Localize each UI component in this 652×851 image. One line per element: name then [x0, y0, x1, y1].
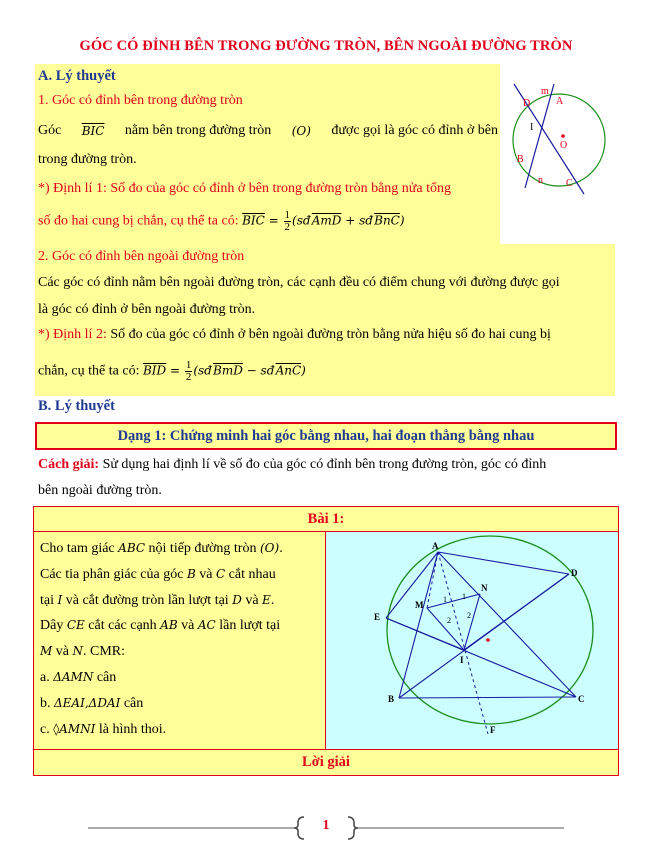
exercise-figure-panel — [325, 531, 619, 750]
fig2-lines — [386, 552, 576, 698]
statement-line-3: tại I và cắt đường tròn lần lượt tại D và E. — [40, 592, 275, 608]
page-number: 1 — [322, 818, 330, 833]
formula-lhs: $\overline{BIC}$ — [242, 213, 265, 228]
statement-line-5: M và N. CMR: — [40, 644, 126, 660]
section-b-heading: B. Lý thuyết — [38, 398, 115, 414]
solution-header: Lời giải — [33, 749, 619, 776]
statement-line-1: Cho tam giác ABC nội tiếp đường tròn (O). — [40, 541, 283, 556]
exercise-header: Bài 1: — [33, 506, 619, 532]
theorem-2-text: Số đo của góc có đỉnh ở bên ngoài đường tròn bằng nửa hiệu số đo hai cung bị — [110, 327, 551, 342]
def1-text-end: được gọi là góc có đỉnh ở bên — [331, 123, 498, 138]
method — [38, 455, 546, 475]
figure-inscribed-angle — [500, 64, 618, 244]
theorem-1-text: Số đo của góc có đỉnh ở bên trong đường tròn bằng nửa tổng — [110, 181, 451, 196]
half-fraction-2: $\frac{1}{2}$ — [185, 359, 192, 383]
theorem-2 — [38, 325, 551, 345]
fig2-center — [486, 638, 490, 642]
subsection-2-title: 2. Góc có đỉnh bên ngoài đường tròn — [38, 249, 245, 264]
fig2-angle-mark-1b: 1 — [462, 592, 466, 601]
def1-text: Góc — [38, 123, 62, 138]
definition-1-cont: trong đường tròn. — [38, 152, 137, 167]
definition-2-cont: là góc có đỉnh ở bên ngoài đường tròn. — [38, 302, 256, 317]
circle-o: (O) — [291, 124, 311, 138]
method-label: Cách giải: — [38, 457, 100, 472]
fig2-label-a: A — [432, 541, 439, 551]
theorem-1 — [38, 179, 451, 199]
fig1-label-d: D — [523, 98, 531, 109]
fig2-label-f: F — [490, 725, 496, 735]
figure-triangle-bisectors — [326, 532, 618, 749]
fig1-label-a: A — [556, 96, 564, 107]
fig2-angle-mark-1a: 1 — [443, 595, 447, 604]
theorem-2-formula: chắn, cụ thể ta có: $\overline{BID}$ = $\frac{1}{2}$ (sđ $\overline{BmD}$ − sđ $\overline{AnC}$) — [38, 359, 306, 383]
definition-2: Các góc có đỉnh nằm bên ngoài đường tròn, các cạnh đều có điểm chung với đường được gọi — [38, 275, 560, 290]
half-fraction: $\frac{1}{2}$ — [284, 209, 291, 233]
theorem-2-text-2: chắn, cụ thể ta có: — [38, 363, 140, 379]
arc-bmd: $\overline{BmD}$ — [213, 363, 243, 378]
theorem-1-label: *) Định lí 1: — [38, 181, 107, 196]
theorem-2-label: *) Định lí 2: — [38, 327, 107, 342]
fig1-label-c: C — [566, 178, 573, 189]
formula2-lhs: $\overline{BID}$ — [142, 363, 167, 378]
method-text: Sử dụng hai định lí về số đo của góc có đỉnh bên trong đường tròn, góc có đỉnh — [102, 457, 547, 472]
fig2-label-m: M — [415, 600, 424, 610]
fig2-label-n: N — [481, 583, 488, 593]
definition-1 — [38, 121, 498, 141]
fig2-label-c: C — [578, 694, 585, 704]
problem-type-banner: Dạng 1: Chứng minh hai góc bằng nhau, hai đoạn thẳng bằng nhau — [35, 422, 617, 450]
fig1-center — [561, 134, 565, 138]
def1-text-mid: nằm bên trong đường tròn — [124, 123, 272, 138]
question-a: a. ΔAMN cân — [40, 669, 117, 685]
fig1-label-o: O — [560, 140, 568, 151]
arc-amd: $\overline{AmD}$ — [311, 213, 342, 228]
statement-line-2: Các tia phân giác của góc B và C cắt nhau — [40, 566, 276, 582]
exercise-statement — [33, 531, 326, 750]
fig2-label-d: D — [571, 568, 578, 578]
fig2-label-i: I — [460, 655, 464, 665]
fig2-circle — [387, 536, 593, 724]
fig1-label-m: m — [541, 86, 549, 97]
fig2-angle-mark-2b: 2 — [467, 611, 471, 620]
page-title: GÓC CÓ ĐỈNH BÊN TRONG ĐƯỜNG TRÒN, BÊN NGOÀI ĐƯỜNG TRÒN — [79, 38, 573, 54]
fig1-label-b: B — [517, 154, 524, 165]
method-cont: bên ngoài đường tròn. — [38, 483, 162, 498]
question-b: b. ΔEAI,ΔDAI cân — [40, 695, 144, 711]
fig1-label-i: I — [530, 122, 534, 133]
statement-line-4: Dây CE cắt các cạnh AB và AC lần lượt tại — [40, 618, 281, 634]
section-a-heading: A. Lý thuyết — [38, 68, 116, 84]
theorem-1-formula: số đo hai cung bị chắn, cụ thể ta có: $\overline{BIC}$ = $\frac{1}{2}$ (sđ $\overline{AmD}$ + sđ $\overline{BnC}$) — [38, 209, 405, 233]
arc-anc: $\overline{AnC}$ — [275, 363, 302, 378]
arc-bnc: $\overline{BnC}$ — [374, 213, 400, 228]
fig2-label-e: E — [374, 612, 381, 622]
question-c: c. ◊AMNI là hình thoi. — [40, 721, 167, 737]
fig2-label-b: B — [388, 694, 395, 704]
angle-bic: $\overline{BIC}$ — [81, 124, 105, 138]
fig1-label-n: n — [538, 175, 543, 186]
theorem-1-text-2: số đo hai cung bị chắn, cụ thể ta có: — [38, 213, 239, 229]
fig2-angle-mark-2a: 2 — [447, 616, 451, 625]
subsection-1-title: 1. Góc có đỉnh bên trong đường tròn — [38, 93, 243, 108]
